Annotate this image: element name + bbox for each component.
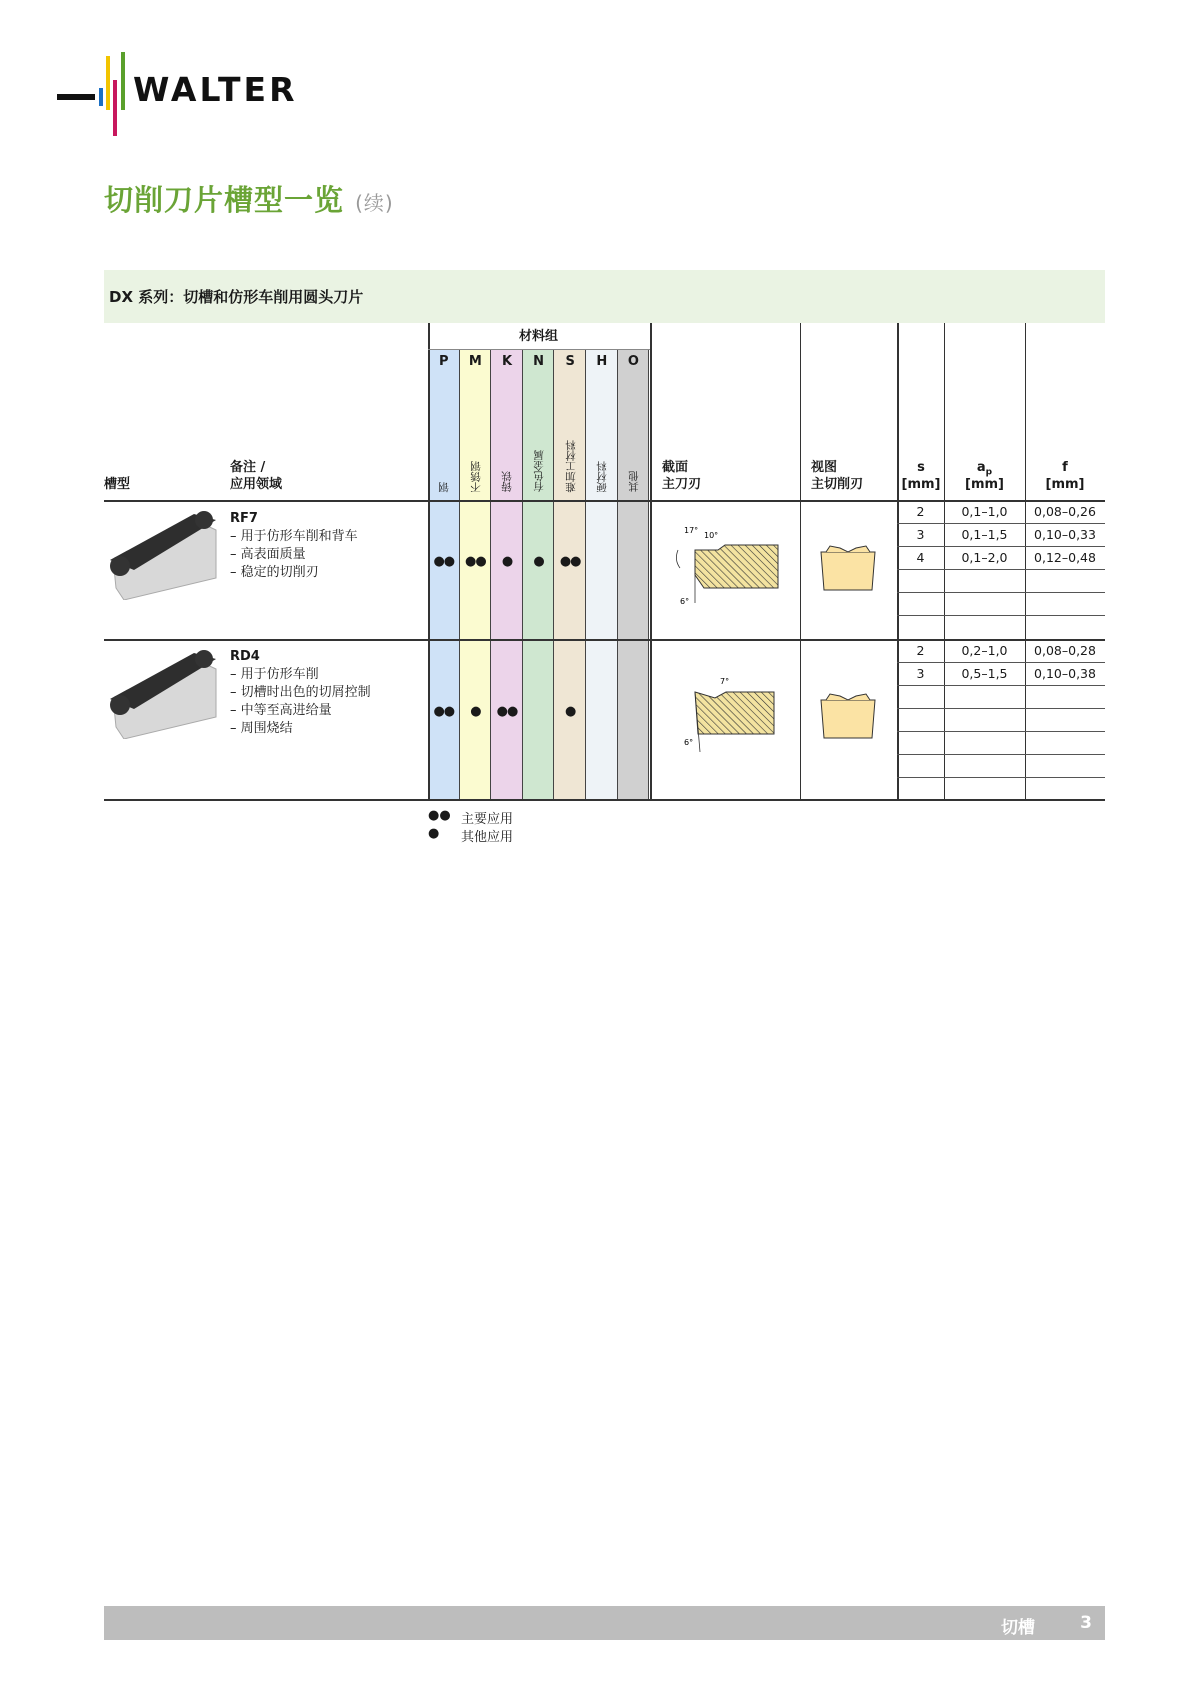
header-s-unit: [mm]: [901, 477, 941, 492]
row-note: – 用于仿形车削和背车: [230, 529, 358, 544]
grid-line: [897, 615, 1105, 616]
material-name: 钢: [438, 481, 451, 492]
row-note: – 切槽时出色的切屑控制: [230, 685, 371, 700]
legend-label: 主要应用: [461, 812, 514, 827]
application-dot: ●●: [559, 554, 581, 569]
param-s: 4: [916, 550, 925, 565]
svg-text:6°: 6°: [680, 597, 690, 606]
insert-image-rd4: [104, 647, 220, 739]
divider: [800, 323, 801, 799]
header-section-2: 主刀刃: [662, 477, 702, 492]
material-code: N: [533, 354, 545, 369]
svg-text:10°: 10°: [704, 531, 719, 540]
param-ap: 0,2–1,0: [961, 643, 1008, 658]
footer-bar: [104, 1606, 1105, 1640]
section-title: DX 系列：切槽和仿形车削用圆头刀片: [109, 288, 364, 306]
svg-text:7°: 7°: [720, 677, 730, 686]
material-code: K: [501, 354, 513, 369]
row-note: – 中等至高进给量: [230, 703, 332, 718]
section-header: [104, 270, 1105, 323]
param-s: 2: [916, 504, 925, 519]
application-dot: ●: [501, 554, 513, 569]
row-note: – 周围烧结: [230, 721, 293, 736]
material-name: 难加工材料: [564, 439, 577, 492]
view-insert-rd4: [818, 690, 878, 740]
legend-symbol: ●: [428, 826, 440, 841]
row-name: RD4: [230, 649, 260, 664]
param-s: 2: [916, 643, 925, 658]
param-f: 0,10–0,38: [1034, 666, 1096, 681]
application-dot: ●●: [496, 704, 518, 719]
material-name: 有色金属: [533, 450, 546, 492]
view-insert-rf7: [818, 542, 878, 592]
material-code: S: [565, 354, 575, 369]
svg-text:6°: 6°: [684, 738, 694, 747]
legend-label: 其他应用: [461, 830, 514, 845]
header-notes-2: 应用领域: [230, 477, 283, 492]
header-ap: $a_p$: [976, 460, 993, 478]
header-ap-unit: [mm]: [965, 477, 1004, 492]
material-name: 其他: [627, 471, 640, 492]
header-f-unit: [mm]: [1045, 477, 1085, 492]
page-title: 切削刀片槽型一览 (续): [104, 183, 394, 217]
application-dot: ●: [533, 554, 544, 569]
param-ap: 0,1–2,0: [961, 550, 1008, 565]
application-dot: ●: [470, 704, 481, 719]
row-note: – 高表面质量: [230, 547, 306, 562]
divider: [428, 349, 650, 350]
application-dot: ●: [565, 704, 576, 719]
grid-line: [897, 569, 1105, 570]
param-f: 0,10–0,33: [1034, 527, 1096, 542]
param-f: 0,08–0,26: [1034, 504, 1096, 519]
row-name: RF7: [230, 511, 258, 526]
grid-line: [897, 754, 1105, 755]
grid-line: [897, 777, 1105, 778]
legend-symbol: ●●: [428, 808, 451, 823]
header-f: f: [1062, 460, 1068, 475]
param-f: 0,08–0,28: [1034, 643, 1096, 658]
svg-text:17°: 17°: [684, 526, 699, 535]
cross-section-rf7: [670, 520, 790, 610]
page-number: 3: [1080, 1613, 1092, 1633]
material-name: 硬材料: [596, 460, 609, 492]
header-section-1: 截面: [662, 460, 689, 475]
svg-text:WALTER: WALTER: [133, 70, 298, 109]
footer-label: 切槽: [1001, 1618, 1035, 1638]
material-code: O: [627, 354, 639, 369]
material-code: P: [439, 354, 449, 369]
header-s: s: [917, 460, 925, 475]
param-s: 3: [916, 527, 925, 542]
cross-section-rd4: [670, 672, 790, 762]
row-note: – 稳定的切削刃: [230, 565, 319, 580]
application-dot: ●●: [433, 554, 455, 569]
header-view-2: 主切削刃: [811, 477, 864, 492]
header-groove: 槽型: [104, 477, 131, 492]
grid-line: [897, 731, 1105, 732]
param-s: 3: [916, 666, 925, 681]
material-name: 铸铁: [501, 471, 514, 492]
divider: [650, 323, 652, 799]
application-dot: ●●: [433, 704, 455, 719]
param-ap: 0,1–1,0: [961, 504, 1008, 519]
param-ap: 0,5–1,5: [961, 666, 1008, 681]
grid-line: [897, 592, 1105, 593]
divider: [104, 799, 1105, 801]
material-code: H: [596, 354, 608, 369]
grid-line: [897, 685, 1105, 686]
header-notes-1: 备注 /: [230, 460, 266, 475]
walter-logo: [57, 52, 377, 136]
application-dot: ●●: [465, 554, 486, 569]
header-material-group: 材料组: [518, 329, 558, 344]
material-name: 不锈钢: [469, 460, 482, 492]
header-view-1: 视图: [811, 460, 838, 475]
param-ap: 0,1–1,5: [961, 527, 1008, 542]
param-f: 0,12–0,48: [1034, 550, 1096, 565]
material-code: M: [468, 354, 482, 369]
grid-line: [897, 708, 1105, 709]
row-note: – 用于仿形车削: [230, 667, 319, 682]
insert-image-rf7: [104, 508, 220, 600]
